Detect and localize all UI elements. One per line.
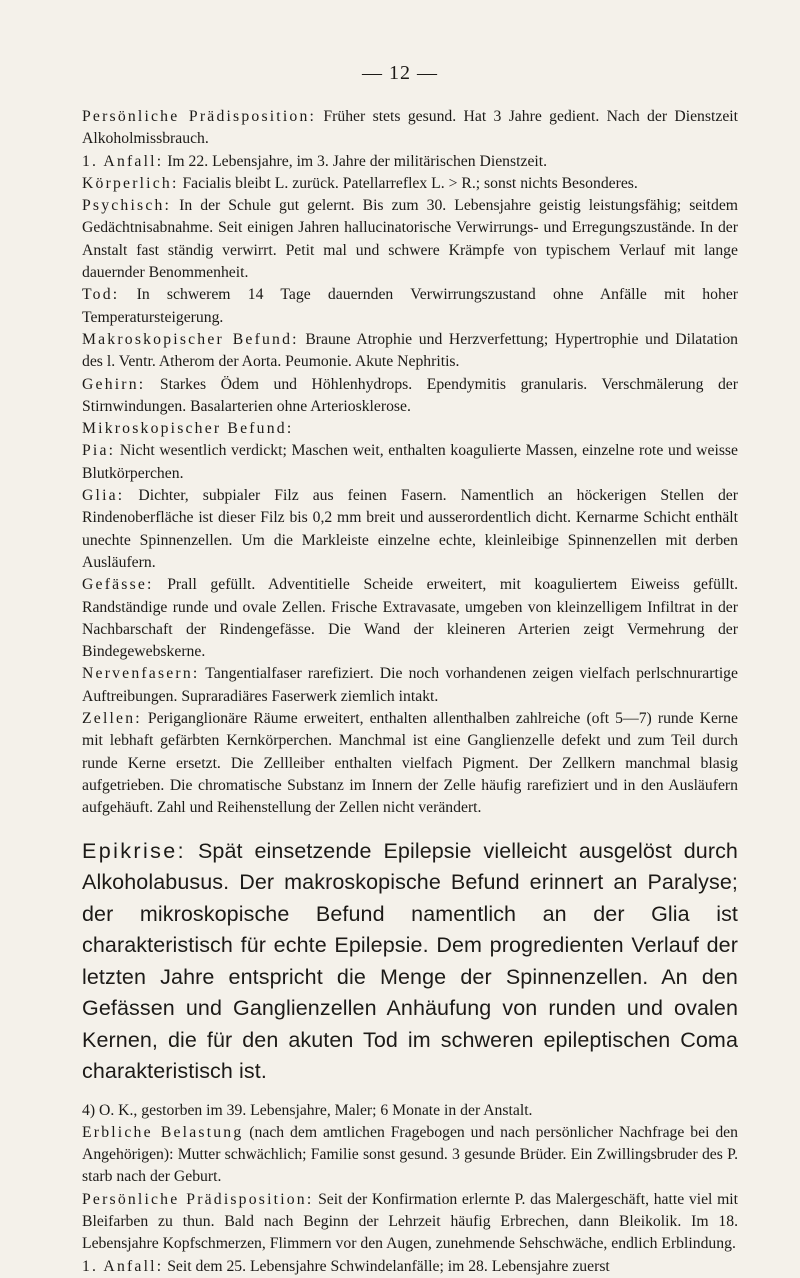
paragraph-text: Periganglionäre Räume erweitert, enthalten allenthalben zahlreiche (oft 5—7) runde Kerne mit lebhaft gefärbten Kernkörperchen. Manchmal ist eine Ganglienzelle defekt und zum Teil durch runde Kerne ersetzt. Die Zellleiber enthalten vielfach Pigment. Der Zellkern manchmal blasig aufgetrieben. Die chromatische Substanz im Innern der Zelle häufig rarefiziert und in den Ausläufern aufgehäuft. Zahl und Reihenstellung der Zellen nicht verändert.: [82, 710, 738, 817]
paragraph-case-praedisposition: [82, 1189, 738, 1256]
paragraph-text: Dichter, subpialer Filz aus feinen Fasern. Namentlich an höckerigen Stellen der Rindenoberfläche ist dieser Filz bis 0,2 mm breit und ausserordentlich dicht. Kernarme Schicht enthält unechte Spinnenzellen. Um die Markleiste einzelne echte, kleinleibige Spinnenzellen mit derben Ausläufern.: [82, 487, 738, 571]
paragraph-label: Persönliche Prädisposition:: [82, 1190, 314, 1208]
paragraph-text: In der Schule gut gelernt. Bis zum 30. Lebensjahre geistig leistungsfähig; seitdem Gedächtnisabnahme. Seit einigen Jahren hallucinatorische Verwirrungs- und Erregungszustände. In der Anstalt fast ständig verwirrt. Petit mal und schwere Krämpfe von typischem Verlauf mit lange dauernder Benommenheit.: [82, 197, 738, 282]
paragraph-glia: [82, 485, 738, 574]
paragraph-text: Seit dem 25. Lebensjahre Schwindelanfälle; im 28. Lebensjahre zuerst: [163, 1257, 610, 1275]
paragraph-label: Pia:: [82, 442, 116, 460]
paragraph-label: Mikroskopischer Befund:: [82, 420, 294, 438]
paragraph-text: Früher stets gesund. Hat 3 Jahre gedient. Nach der Dienstzeit Alkoholmissbrauch.: [82, 108, 738, 148]
paragraph-text: Seit der Konfirmation erlernte P. das Malergeschäft, hatte viel mit Bleifarben zu thun. Bald nach Beginn der Lehrzeit häufig Erbrechen, dann Bleikolik. Im 18. Lebensjahre Kopfschmerzen, Flimmern vor den Augen, zunehmende Sehschwäche, endlich Erblindung.: [82, 1190, 738, 1253]
paragraph-text: Facialis bleibt L. zurück. Patellarreflex L. > R.; sonst nichts Besonderes.: [178, 174, 638, 192]
paragraph-label: Glia:: [82, 487, 125, 505]
epikrise-label: Epikrise:: [82, 838, 187, 863]
page-number: — 12 —: [362, 62, 438, 84]
paragraph-label: Zellen:: [82, 710, 142, 728]
paragraph-pia: [82, 440, 738, 485]
paragraph-psychisch: [82, 195, 738, 284]
paragraph-text: 4) O. K., gestorben im 39. Lebensjahre, Maler; 6 Monate in der Anstalt.: [82, 1101, 533, 1119]
epikrise-text: Spät einsetzende Epilepsie vielleicht ausgelöst durch Alkoholabusus. Der makroskopische Befund erinnert an Paralyse; der mikroskopische Befund namentlich an der Glia ist charakteristisch für echte Epilepsie. Dem progredienten Verlauf der letzten Jahre entspricht die Menge der Spinnenzellen. An den Gefässen und Ganglienzellen Anhäufung von runden und ovalen Kernen, die für den akuten Tod im schweren epileptischen Coma charakteristisch ist.: [82, 838, 738, 1083]
paragraph-label: Tod:: [82, 286, 120, 304]
paragraph-text: Nicht wesentlich verdickt; Maschen weit, enthalten koagulierte Massen, einzelne rote und weisse Blutkörperchen.: [82, 442, 738, 482]
paragraph-text: Starkes Ödem und Höhlenhydrops. Ependymitis granularis. Verschmälerung der Stirnwindungen. Basalarterien ohne Arteriosklerose.: [82, 375, 738, 415]
paragraph-label: Körperlich:: [82, 174, 179, 192]
paragraph-anfall: [82, 151, 738, 173]
paragraph-label: Erbliche Belastung: [82, 1123, 244, 1141]
paragraph-gefaesse: [82, 574, 738, 663]
paragraph-label: Nervenfasern:: [82, 665, 200, 683]
paragraph-label: 1. Anfall:: [82, 152, 164, 170]
paragraph-label: Gehirn:: [82, 375, 146, 393]
paragraph-gehirn: [82, 374, 738, 419]
paragraph-koerperlich: [82, 173, 738, 195]
paragraph-zellen: [82, 708, 738, 819]
paragraph-label: 1. Anfall:: [82, 1257, 164, 1275]
paragraph-tod: [82, 284, 738, 329]
epikrise: [82, 836, 738, 1088]
paragraph-erbliche-belastung: [82, 1122, 738, 1189]
paragraph-praedisposition: [82, 106, 738, 151]
paragraph-label: Psychisch:: [82, 197, 172, 215]
paragraph-mikroskopisch: [82, 418, 738, 440]
paragraph-makroskopisch: [82, 329, 738, 374]
paragraph-label: Persönliche Prädisposition:: [82, 108, 317, 125]
case-heading: [82, 1100, 738, 1122]
paragraph-text: (nach dem amtlichen Fragebogen und nach persönlicher Nachfrage bei den Angehörigen): Mutter schwächlich; Familie sonst gesund. 3 gesunde Brüder. Ein Zwillingsbruder des P. starb nach der Geburt.: [82, 1123, 738, 1186]
paragraph-text: Tangentialfaser rarefiziert. Die noch vorhandenen zeigen vielfach perlschnurartige Auftreibungen. Supraradiäres Faserwerk ziemlich intakt.: [82, 665, 738, 705]
paragraph-nervenfasern: [82, 663, 738, 708]
paragraph-label: Makroskopischer Befund:: [82, 330, 299, 348]
paragraph-text: Prall gefüllt. Adventitielle Scheide erweitert, mit koaguliertem Eiweiss gefüllt. Randständige runde und ovale Zellen. Frische Extravasate, umgeben von kleinzelligem Infiltrat in der Nachbarschaft der Rindengefässe. Die Wand der kleineren Arterien zeigt Vermehrung der Bindegewebskerne.: [82, 576, 738, 661]
paragraph-text: In schwerem 14 Tage dauernden Verwirrungszustand ohne Anfälle mit hoher Temperatursteigerung.: [82, 286, 738, 326]
body-text: [82, 106, 738, 1278]
paragraph-case-anfall: [82, 1256, 738, 1278]
paragraph-text: Braune Atrophie und Herzverfettung; Hypertrophie und Dilatation des l. Ventr. Atherom der Aorta. Peumonie. Akute Nephritis.: [82, 330, 738, 371]
paragraph-text: Im 22. Lebensjahre, im 3. Jahre der militärischen Dienstzeit.: [163, 152, 548, 170]
paragraph-label: Gefässe:: [82, 576, 154, 594]
